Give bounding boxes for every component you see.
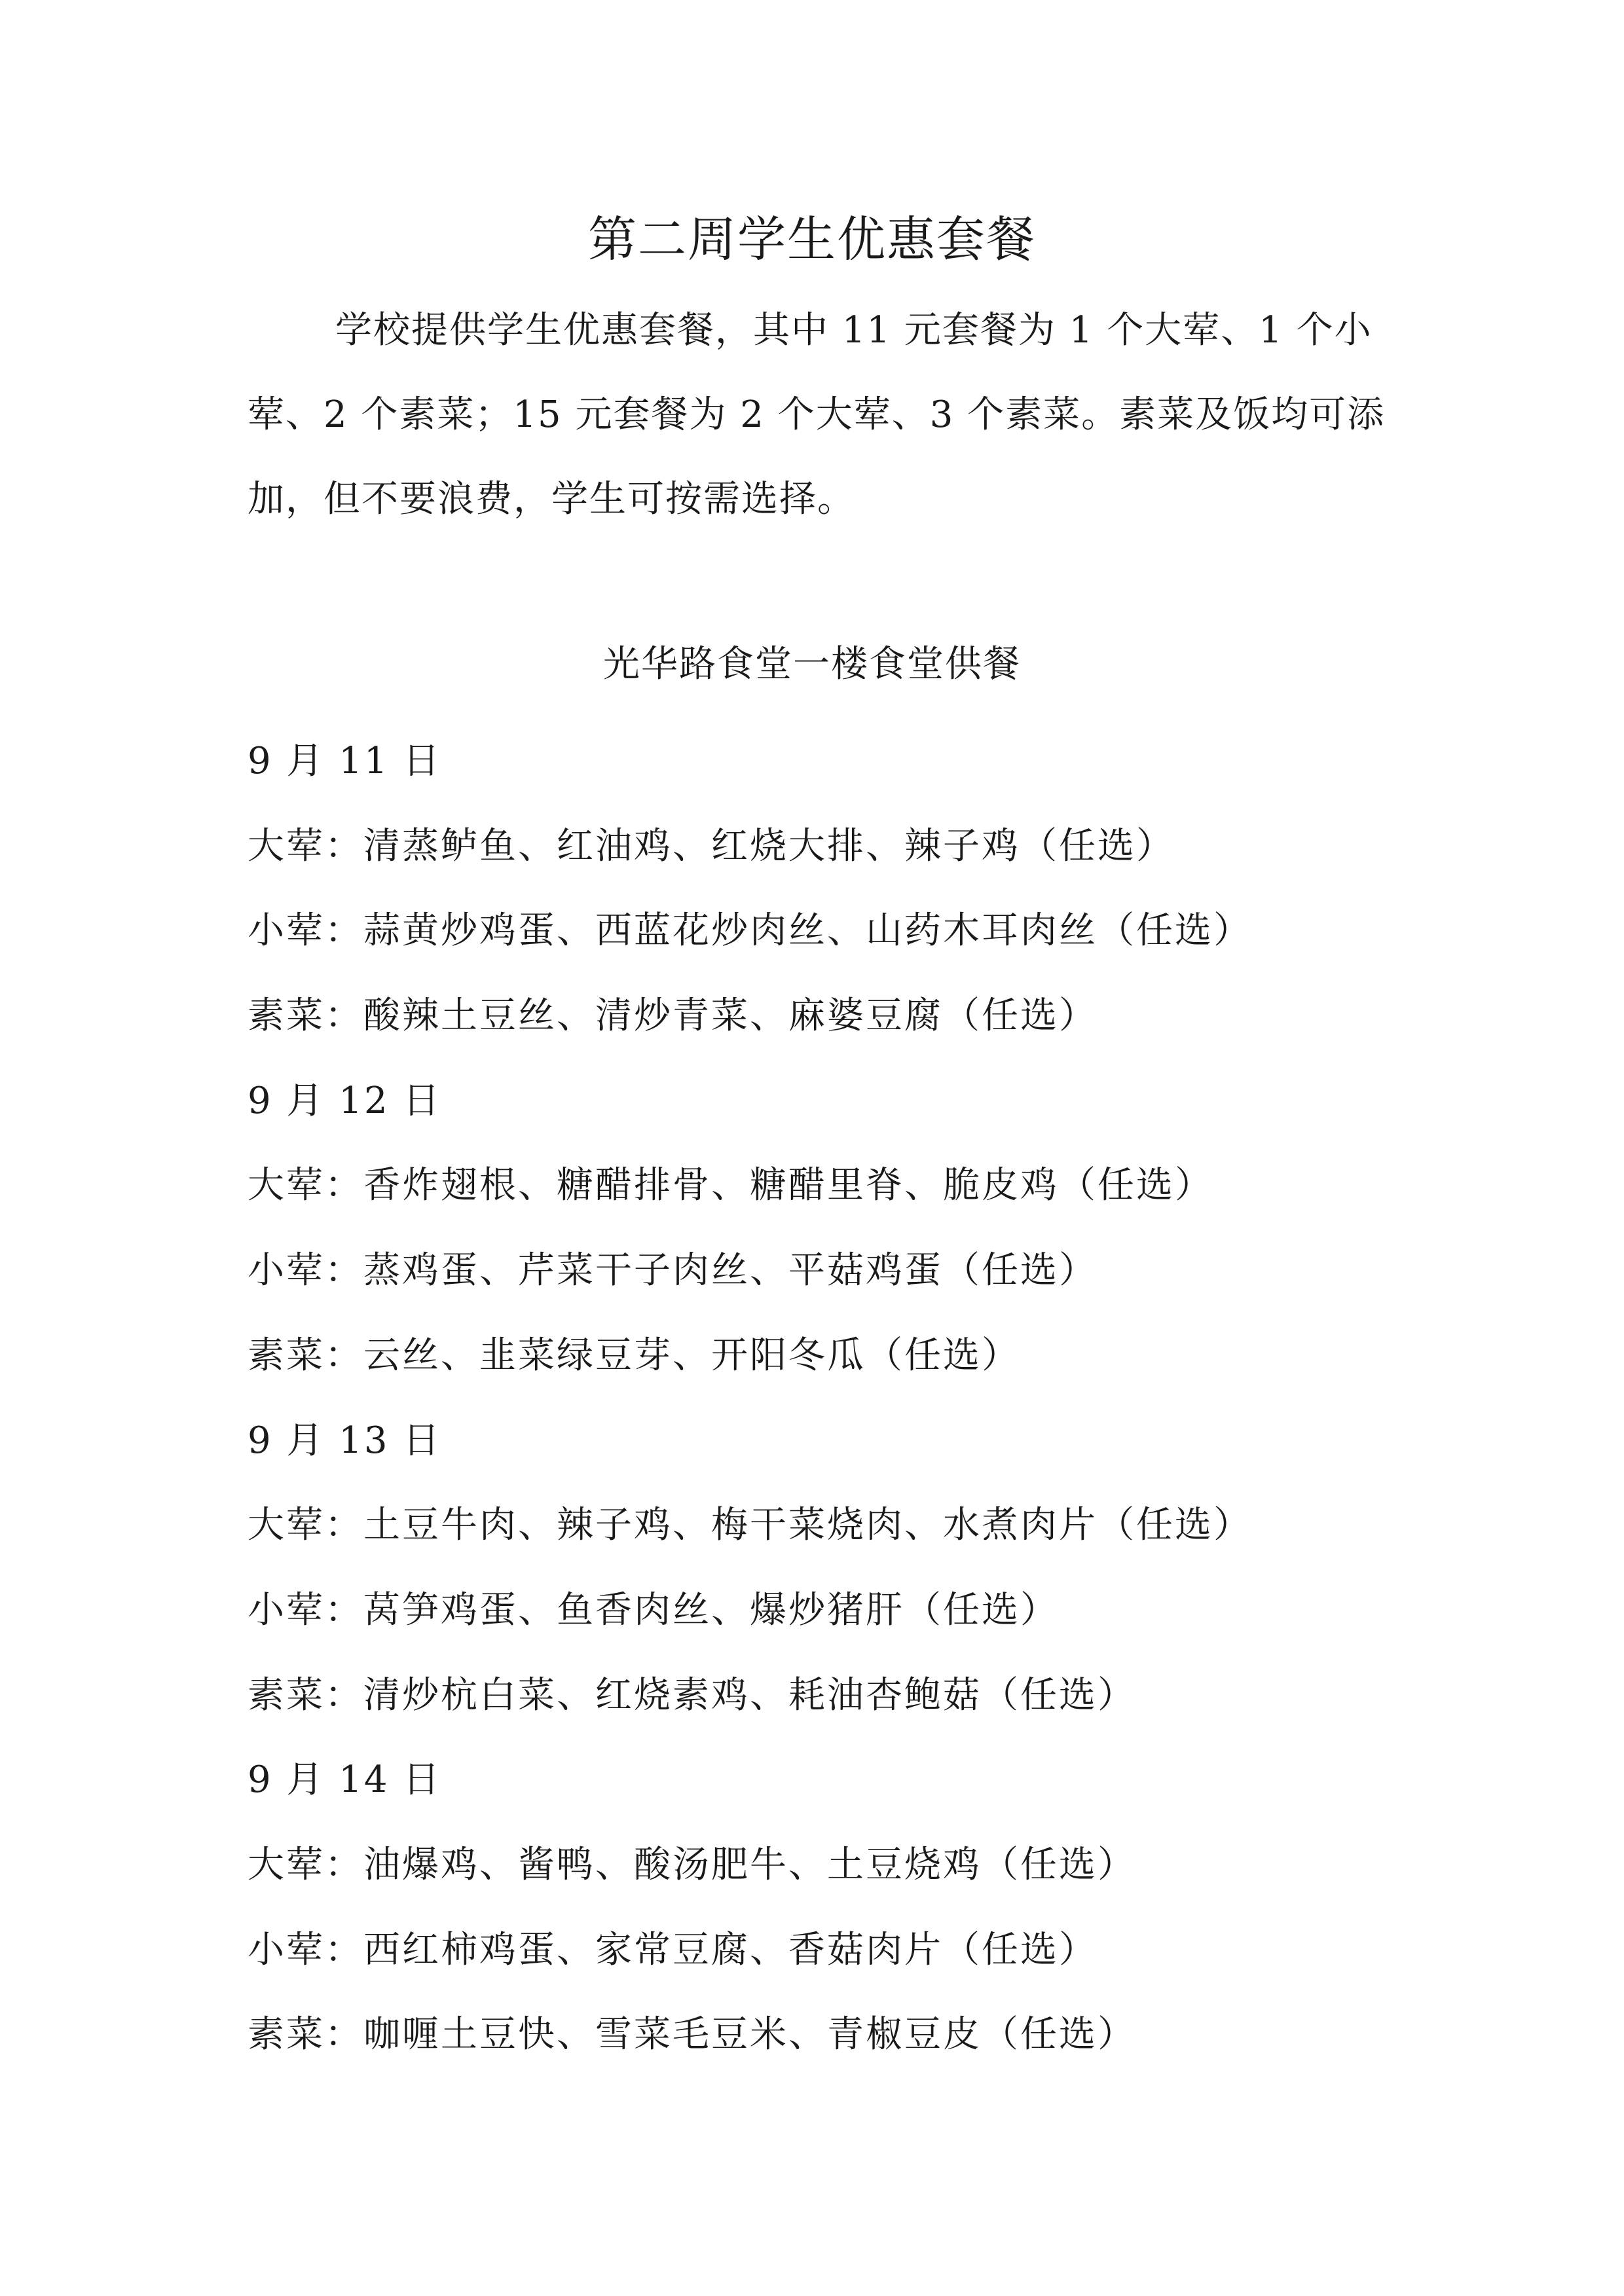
big-meat-line: 大荤：土豆牛肉、辣子鸡、梅干菜烧肉、水煮肉片（任选） <box>248 1504 1252 1547</box>
vegetable-line: 素菜：酸辣土豆丝、清炒青菜、麻婆豆腐（任选） <box>248 994 1098 1038</box>
small-meat-line: 小荤：蒸鸡蛋、芹菜干子肉丝、平菇鸡蛋（任选） <box>248 1249 1098 1292</box>
big-meat-line: 大荤：香炸翅根、糖醋排骨、糖醋里脊、脆皮鸡（任选） <box>248 1164 1213 1207</box>
big-meat-line: 大荤：油爆鸡、酱鸭、酸汤肥牛、土豆烧鸡（任选） <box>248 1843 1136 1886</box>
menu-list <box>248 719 1492 2077</box>
day-date: 9 月 13 日 <box>248 1419 442 1462</box>
big-meat-line: 大荤：清蒸鲈鱼、红油鸡、红烧大排、辣子鸡（任选） <box>248 824 1175 867</box>
small-meat-line: 小荤：西红柿鸡蛋、家常豆腐、香菇肉片（任选） <box>248 1928 1098 1971</box>
small-meat-line: 小荤：蒜黄炒鸡蛋、西蓝花炒肉丝、山药木耳肉丝（任选） <box>248 909 1252 953</box>
day-date: 9 月 12 日 <box>248 1079 442 1122</box>
vegetable-line: 素菜：清炒杭白菜、红烧素鸡、耗油杏鲍菇（任选） <box>248 1673 1136 1717</box>
canteen-heading: 光华路食堂一楼食堂供餐 <box>603 643 1021 685</box>
intro-paragraph: 学校提供学生优惠套餐，其中 11 元套餐为 1 个大荤、1 个小荤、2 个素菜；15 元套餐为 2 个大荤、3 个素菜。素菜及饭均可添加，但不要浪费，学生可按需选择。 <box>248 309 1386 520</box>
vegetable-line: 素菜：云丝、韭菜绿豆芽、开阳冬瓜（任选） <box>248 1334 1020 1377</box>
day-date: 9 月 11 日 <box>248 740 442 782</box>
page-title: 第二周学生优惠套餐 <box>588 211 1036 268</box>
vegetable-line: 素菜：咖喱土豆快、雪菜毛豆米、青椒豆皮（任选） <box>248 2013 1136 2056</box>
day-date: 9 月 14 日 <box>248 1758 442 1802</box>
small-meat-line: 小荤：莴笋鸡蛋、鱼香肉丝、爆炒猪肝（任选） <box>248 1588 1059 1631</box>
